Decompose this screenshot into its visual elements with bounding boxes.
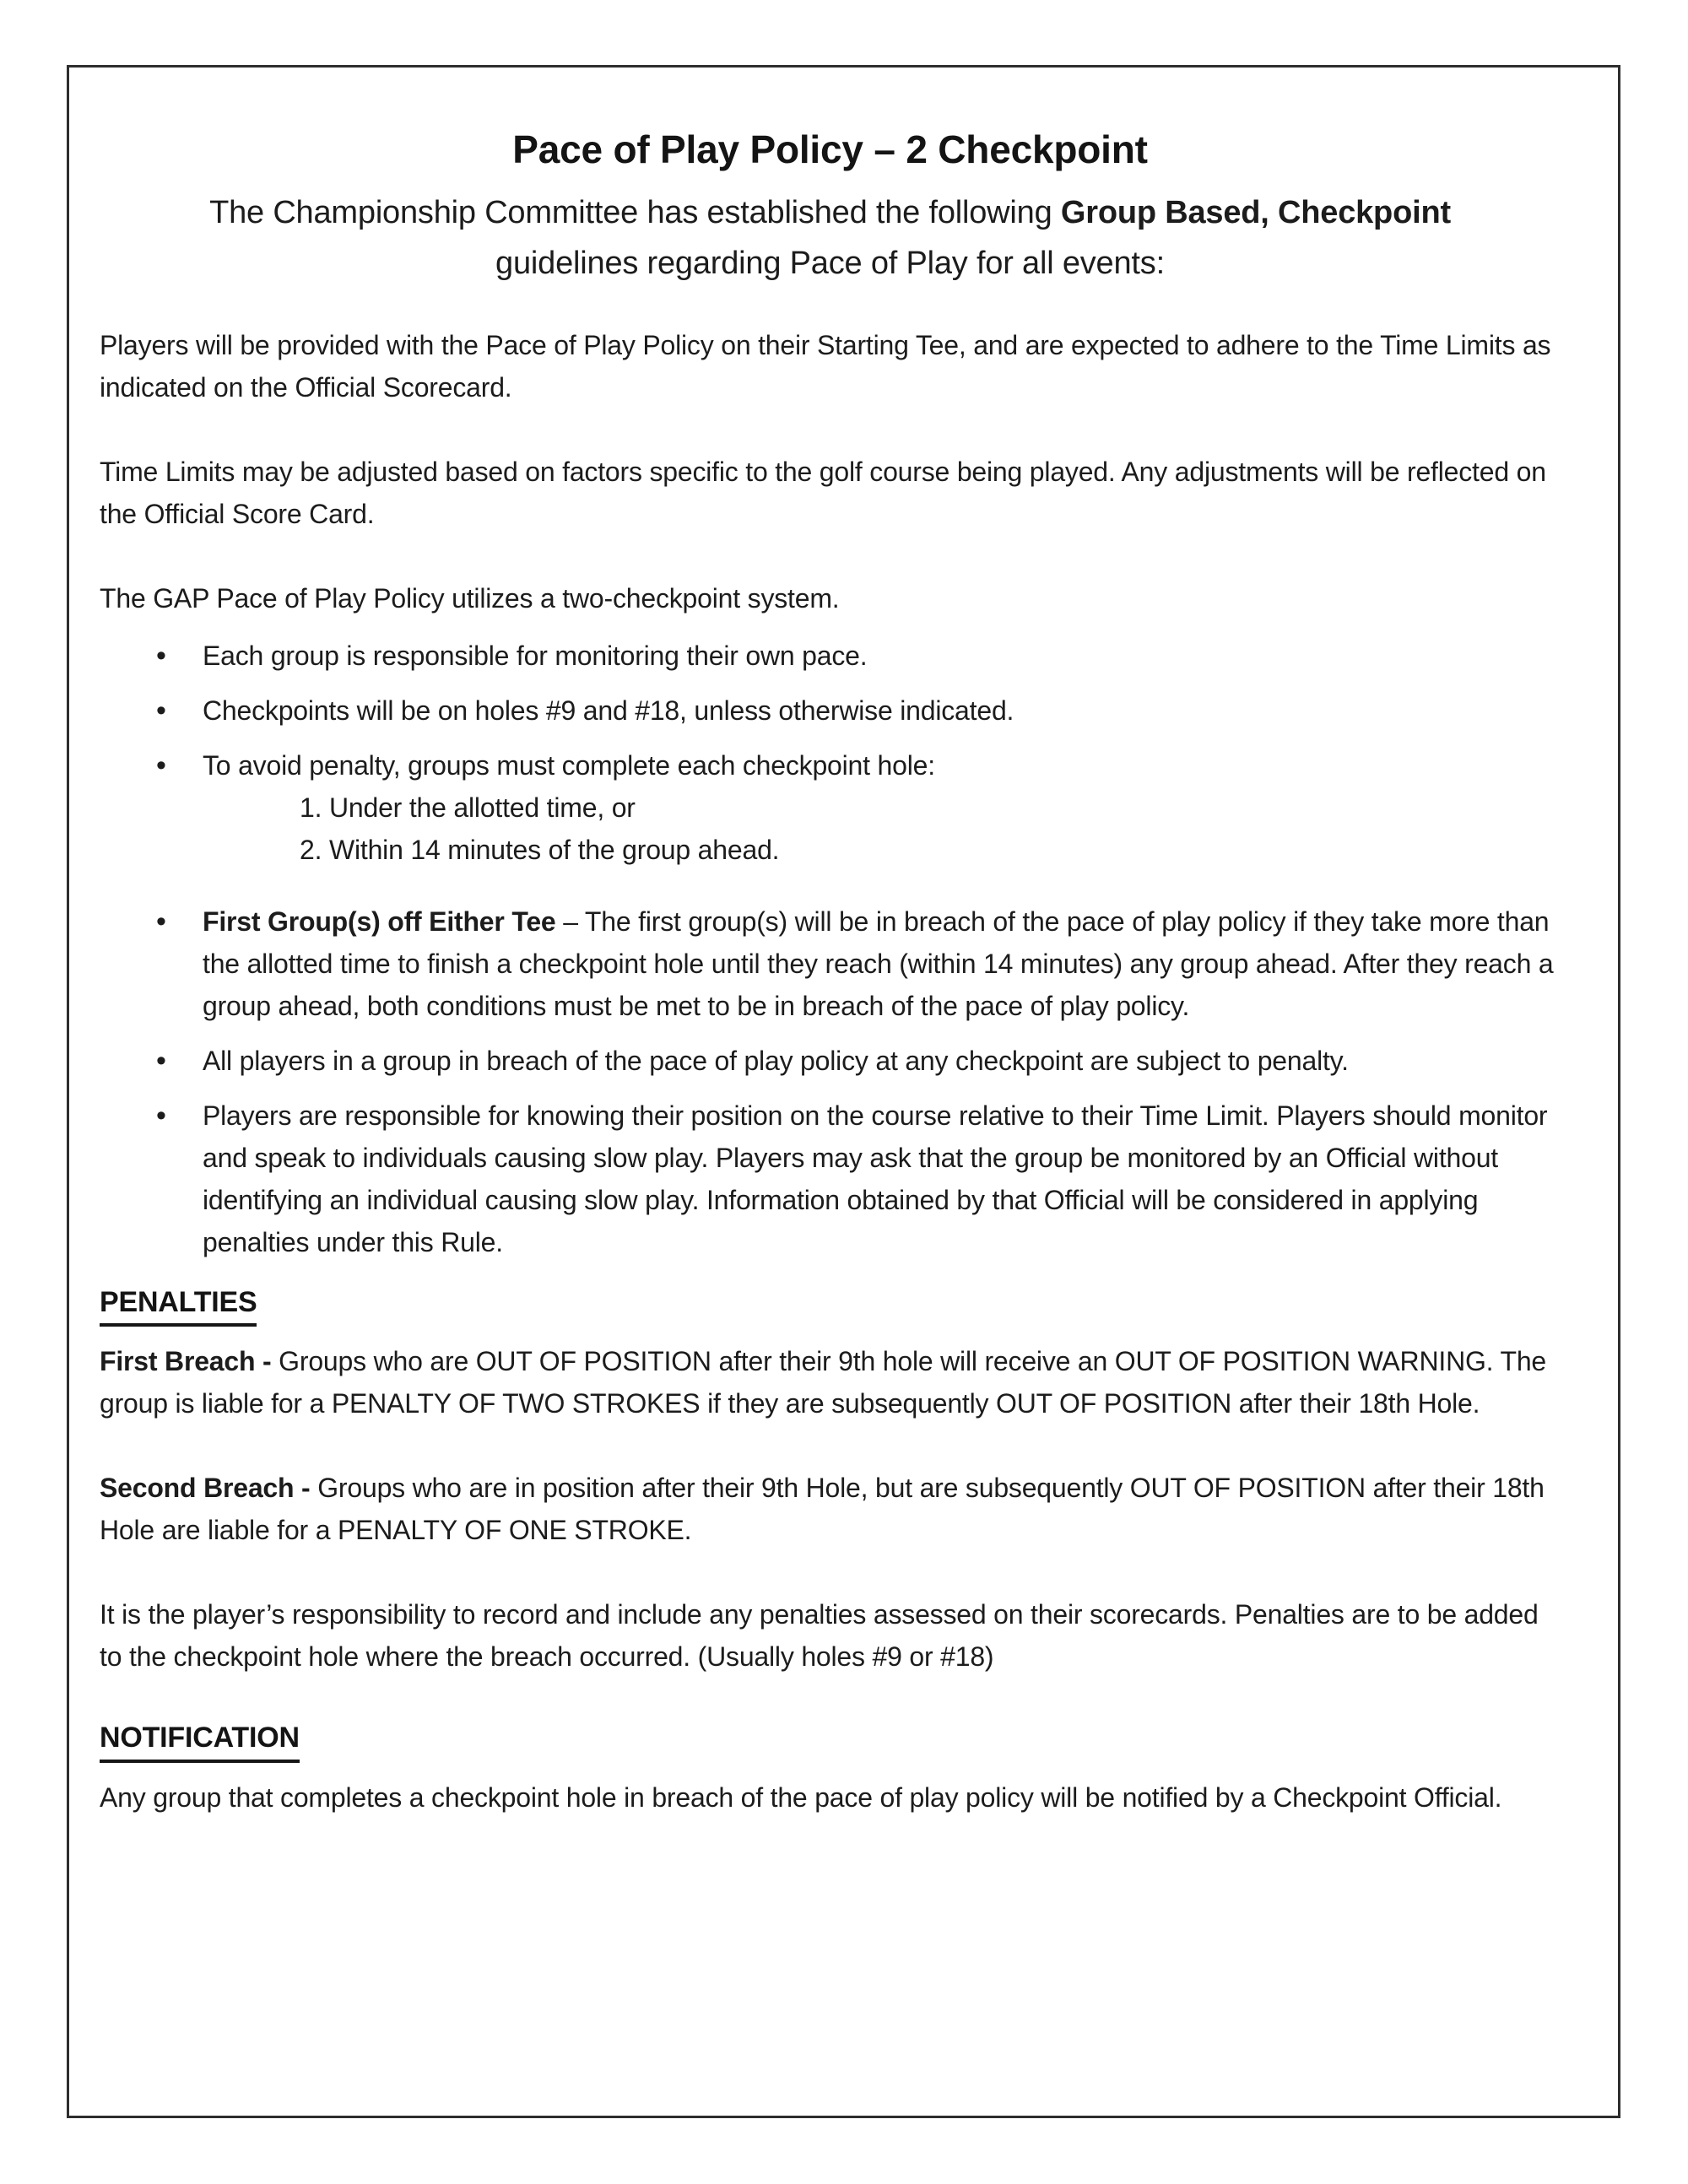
bullet-all-players-penalty: • All players in a group in breach of the pace of play policy at any checkpoint are subject to penalty.	[203, 1040, 1561, 1082]
checkpoint-conditions-list	[203, 787, 1561, 871]
document-content	[69, 68, 1618, 1819]
doc-subtitle	[100, 187, 1561, 289]
second-breach-text: Groups who are in position after their 9th Hole, but are subsequently OUT OF POSITION after their 18th Hole are liable for a PENALTY OF ONE STROKE.	[100, 1473, 1545, 1546]
subtitle-text-normal: The Championship Committee has established the following	[209, 194, 1061, 230]
first-breach-label: First Breach -	[100, 1346, 272, 1377]
bullet-first-groups	[203, 900, 1561, 1027]
condition-under-allotted-time: 1. Under the allotted time, or	[300, 792, 636, 823]
second-breach-paragraph	[100, 1467, 1561, 1551]
notification-heading: NOTIFICATION	[100, 1720, 300, 1763]
bullet-avoid-penalty-text: To avoid penalty, groups must complete each checkpoint hole:	[203, 749, 935, 781]
paragraph-time-limits-adjusted: Time Limits may be adjusted based on factors specific to the golf course being played. Any adjustments will be reflected on the Official Score Card.	[100, 456, 1546, 529]
notification-paragraph: Any group that completes a checkpoint hole in breach of the pace of play policy will be notified by a Checkpoint Official.	[100, 1781, 1502, 1813]
penalties-heading: PENALTIES	[100, 1284, 257, 1327]
notification-section	[100, 1720, 1561, 1819]
bullet-checkpoint-holes: • Checkpoints will be on holes #9 and #18, unless otherwise indicated.	[203, 689, 1561, 732]
condition-within-14-minutes: 2. Within 14 minutes of the group ahead.	[300, 834, 780, 865]
page-title: Pace of Play Policy – 2 Checkpoint	[512, 127, 1148, 171]
bullet-first-groups-text: – The first group(s) will be in breach of the pace of play policy if they take more than the allotted time to finish a checkpoint hole until they reach (within 14 minutes) any group ahead. After they reach a group ahead, both conditions must be met to be in breach of the pace of play policy.	[203, 905, 1554, 1021]
scorecard-responsibility-paragraph: It is the player’s responsibility to record and include any penalties assessed on their scorecards. Penalties are to be added to the checkpoint hole where the breach occurred. (Usually holes #9 or #18)	[100, 1599, 1539, 1673]
bullet-player-responsibility: • Players are responsible for knowing their position on the course relative to their Time Limit. Players should monitor and speak to individuals causing slow play. Players may ask that the group be monitored by an Official without identifying an individual causing slow play. Information obtained by that Official will be considered in applying penalties under this Rule.	[203, 1095, 1561, 1263]
subtitle-text-bold: Group Based, Checkpoint	[1060, 194, 1451, 230]
paragraph-policy-provided: Players will be provided with the Pace of Play Policy on their Starting Tee, and are expected to adhere to the Time Limits as indicated on the Official Scorecard.	[100, 329, 1551, 403]
bullet-avoid-penalty	[203, 744, 1561, 871]
first-breach-text: Groups who are OUT OF POSITION after their 9th hole will receive an OUT OF POSITION WARNING. The group is liable for a PENALTY OF TWO STROKES if they are subsequently OUT OF POSITION after their 18th Hole.	[100, 1346, 1547, 1419]
subtitle-line2: guidelines regarding Pace of Play for all events:	[495, 245, 1165, 281]
document-page-border	[67, 65, 1620, 2118]
paragraph-two-checkpoint-system: The GAP Pace of Play Policy utilizes a two-checkpoint system.	[100, 582, 840, 614]
penalties-section	[100, 1284, 1561, 1679]
bullet-first-groups-lead: First Group(s) off Either Tee	[203, 905, 556, 937]
bullet-own-pace: • Each group is responsible for monitoring their own pace.	[203, 635, 1561, 677]
second-breach-label: Second Breach -	[100, 1473, 311, 1504]
first-breach-paragraph	[100, 1340, 1561, 1424]
policy-bullet-list	[100, 635, 1561, 1263]
